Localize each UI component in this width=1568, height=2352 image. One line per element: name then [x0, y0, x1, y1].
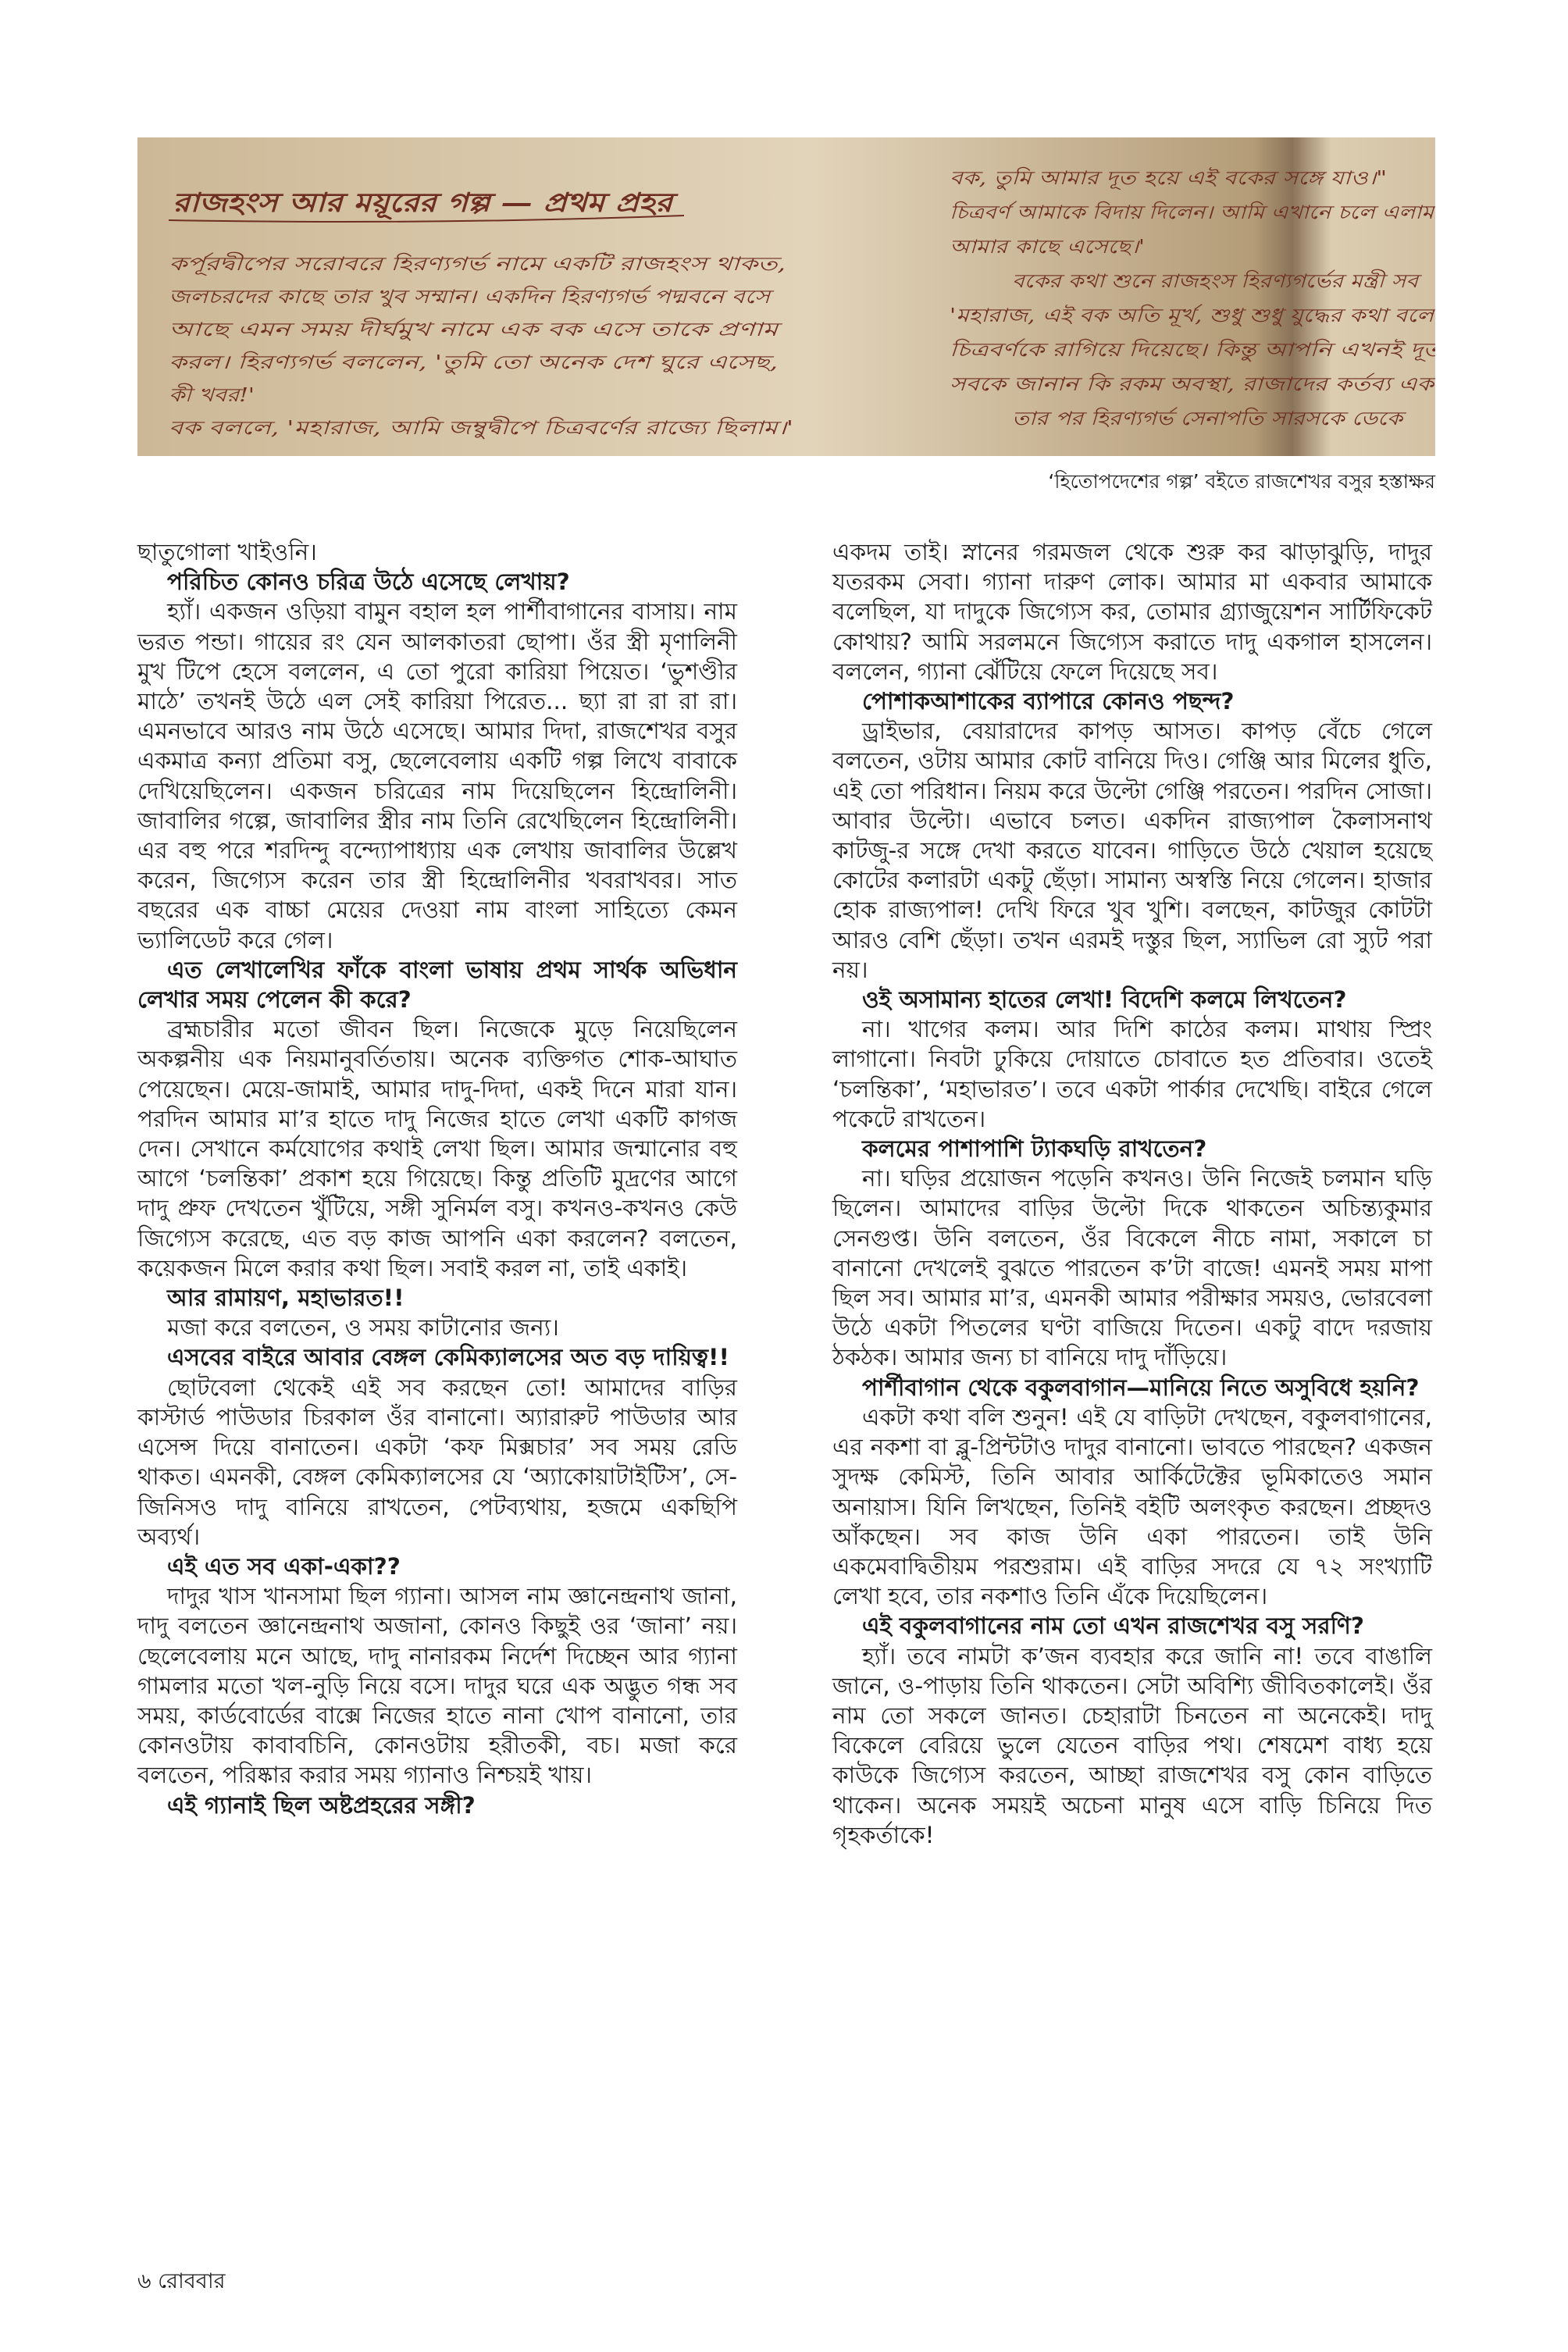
interview-answer: না। খাগের কলম। আর দিশি কাঠের কলম। মাথায় স্প্রিং লাগানো। নিবটা ঢুকিয়ে দোয়াতে চোবাতে হত প্রতিবার। ওতেই ‘চলন্তিকা’, ‘মহাভারত’। তবে একটা পার্কার দেখেছি। বাইরে গেলে পকেটে রাখতেন।	[832, 1016, 1432, 1132]
interview-question: পার্শীবাগান থেকে বকুলবাগান—মানিয়ে নিতে অসুবিধে হয়নি?	[862, 1374, 1420, 1401]
interview-answer: ড্রাইভার, বেয়ারাদের কাপড় আসত। কাপড় বেঁচে গেলে বলতেন, ওটায় আমার কোট বানিয়ে দিও। গেঞ্জি আর মিলের ধুতি, এই তো পরিধান। নিয়ম করে উল্টো গেঞ্জি পরতেন। পরদিন সোজা। আবার উল্টো। এভাবে চলত। একদিন রাজ্যপাল কৈলাসনাথ কাটজু-র সঙ্গে দেখা করতে যাবেন। গাড়িতে উঠে খেয়াল হয়েছে কোটের কলারটা একটু ছেঁড়া। সামান্য অস্বস্তি নিয়ে গেলেন। হাজার হোক রাজ্যপাল! দেখি ফিরে খুব খুশি। বলছেন, কাটজুর কোটটা আরও বেশি ছেঁড়া। তখন এরমই দস্তুর ছিল, স্যাভিল রো স্যুট পরা নয়।	[832, 718, 1432, 983]
interview-question: পোশাকআশাকের ব্যাপারে কোনও পছন্দ?	[862, 688, 1235, 715]
left-column	[137, 537, 737, 1820]
manuscript-line: বকের কথা শুনে রাজহংস হিরণ্যগর্ভের মন্ত্রী সব	[1012, 270, 1356, 292]
manuscript-line: তার পর হিরণ্যগর্ভ সেনাপতি সারসকে ডেকে	[1012, 408, 1335, 429]
manuscript-line: বক বললে, 'মহারাজ, আমি জম্বুদ্বীপে চিত্রবর্ণের রাজ্যে ছিলাম।'	[169, 417, 630, 439]
photo-caption: ‘হিতোপদেশের গল্প’ বইতে রাজশেখর বসুর হস্তাক্ষর	[1048, 470, 1435, 493]
interview-answer: একটা কথা বলি শুনুন! এই যে বাড়িটা দেখছেন, বকুলবাগানের, এর নকশা বা ব্লু-প্রিন্টটাও দাদুর বানানো। ভাবতে পারছেন? একজন সুদক্ষ কেমিস্ট, তিনি আবার আর্কিটেক্টের ভূমিকাতেও সমান অনায়াস। যিনি লিখছেন, তিনিই বইটি অলংকৃত করছেন। প্রচ্ছদও আঁকছেন। সব কাজ উনি একা পারতেন। তাই উনি একমেবাদ্বিতীয়ম পরশুরাম। এই বাড়ির সদরে যে ৭২ সংখ্যাটি লেখা হবে, তার নকশাও তিনি এঁকে দিয়েছিলেন।	[832, 1403, 1432, 1610]
interview-question: পরিচিত কোনও চরিত্র উঠে এসেছে লেখায়?	[167, 568, 570, 596]
interview-answer: হ্যাঁ। তবে নামটা ক’জন ব্যবহার করে জানি না! তবে বাঙালি জানে, ও-পাড়ায় তিনি থাকতেন। সেটা অবিশ্যি জীবিতকালেই। ওঁর নাম তো সকলে জানত। চেহারাটা চিনতেন না অনেকেই। দাদু বিকেলে বেরিয়ে ভুলে যেতেন বাড়ির পথ। শেষমেশ বাধ্য হয়ে কাউকে জিগ্যেস করতেন, আচ্ছা রাজশেখর বসু কোন বাড়িতে থাকেন। অনেক সময়ই অচেনা মানুষ এসে বাড়ি চিনিয়ে দিত গৃহকর্তাকে!	[832, 1642, 1432, 1848]
manuscript-line: আমার কাছে এসেছে।'	[950, 236, 1145, 258]
manuscript-line: আছে এমন সময় দীর্ঘমুখ নামে এক বক এসে তাকে প্রণাম	[169, 319, 583, 340]
manuscript-line: জলচরদের কাছে তার খুব সম্মান। একদিন হিরণ্যগর্ভ পদ্মবনে বসে	[169, 286, 643, 308]
manuscript-line: সবকে জানান কি রকম অবস্থা, রাজাদের কর্তব্য এক	[950, 373, 1324, 395]
interview-question: এই এত সব একা-একা??	[167, 1552, 401, 1580]
interview-answer: না। ঘড়ির প্রয়োজন পড়েনি কখনও। উনি নিজেই চলমান ঘড়ি ছিলেন। আমাদের বাড়ির উল্টো দিকে থাকতেন অচিন্ত্যকুমার সেনগুপ্ত। উনি বলতেন, ওঁর বিকেলে নীচে নামা, সকালে চা বানানো দেখলেই বুঝতে পারতেন ক’টা বাজে! এমনই সময় মাপা ছিল সব। আমার মা’র, এমনকী আমার পরীক্ষার সময়ও, ভোরবেলা উঠে একটা পিতলের ঘণ্টা বাজিয়ে দিতেন। একটু বাদে দরজায় ঠকঠক। আমার জন্য চা বানিয়ে দাদু দাঁড়িয়ে।	[832, 1165, 1432, 1371]
manuscript-line: চিত্রবর্ণকে রাগিয়ে দিয়েছে। কিন্তু আপনি এখনই দূত	[950, 339, 1323, 361]
manuscript-line: কী খবর!'	[169, 384, 239, 406]
interview-question: কলমের পাশাপাশি ট্যাকঘড়ি রাখতেন?	[862, 1135, 1207, 1163]
interview-question: আর রামায়ণ, মহাভারত!!	[167, 1285, 404, 1312]
interview-answer: ছোটবেলা থেকেই এই সব করছেন তো! আমাদের বাড়ির কাস্টার্ড পাউডার চিরকাল ওঁর বানানো। অ্যারারুট পাউডার আর এসেন্স দিয়ে বানাতেন। একটা ‘কফ মিক্সচার’ সব সময় রেডি থাকত। এমনকী, বেঙ্গল কেমিক্যালসের যে ‘অ্যাকোয়াটাইটিস’, সে-জিনিসও দাদু বানিয়ে রাখতেন, পেটব্যথায়, হজমে একছিপি অব্যর্থ।	[137, 1374, 738, 1550]
interview-answer: ব্রহ্মচারীর মতো জীবন ছিল। নিজেকে মুড়ে নিয়েছিলেন অকল্পনীয় এক নিয়মানুবর্তিতায়। অনেক ব্যক্তিগত শোক-আঘাত পেয়েছেন। মেয়ে-জামাই, আমার দাদু-দিদা, একই দিনে মারা যান। পরদিন আমার মা’র হাতে দাদু নিজের হাতে লেখা একটি কাগজ দেন। সেখানে কর্মযোগের কথাই লেখা ছিল। আমার জন্মানোর বহু আগে ‘চলন্তিকা’ প্রকাশ হয়ে গিয়েছে। কিন্তু প্রতিটি মুদ্রণের আগে দাদু প্রুফ দেখতেন খুঁটিয়ে, সঙ্গী সুনির্মল বসু। কখনও-কখনও কেউ জিগ্যেস করেছে, এত বড় কাজ আপনি একা করলেন? বলতেন, কয়েকজন মিলে করার কথা ছিল। সবাই করল না, তাই একাই।	[137, 1016, 737, 1281]
interview-question: ওই অসামান্য হাতের লেখা! বিদেশি কলমে লিখতেন?	[862, 986, 1347, 1014]
manuscript-line: 'মহারাজ, এই বক অতি মূর্খ, শুধু শুধু যুদ্ধের কথা বলে	[950, 305, 1343, 326]
page-footer: ৬ রোববার	[137, 2269, 226, 2293]
manuscript-image	[137, 137, 1435, 456]
manuscript-photo	[137, 137, 1435, 456]
interview-question: এই বকুলবাগানের নাম তো এখন রাজশেখর বসু সরণি?	[862, 1613, 1364, 1640]
manuscript-line: বক, তুমি আমার দূত হয়ে এই বকের সঙ্গে যাও।"	[950, 167, 1300, 189]
right-column	[832, 537, 1432, 1850]
interview-answer: দাদুর খাস খানসামা ছিল গ্যানা। আসল নাম জ্ঞানেন্দ্রনাথ জানা, দাদু বলতেন জ্ঞানেন্দ্রনাথ অজানা, কোনও কিছুই ওর ‘জানা’ নয়। ছেলেবেলায় মনে আছে, দাদু নানারকম নির্দেশ দিচ্ছেন আর গ্যানা গামলার মতো খল-নুড়ি নিয়ে বসে। দাদুর ঘরে এক অদ্ভুত গন্ধ সব সময়, কার্ডবোর্ডের বাক্সে নিজের হাতে নানা খোপ বানানো, তার কোনওটায় কাবাবচিনি, কোনওটায় হরীতকী, বচ। মজা করে বলতেন, পরিষ্কার করার সময় গ্যানাও নিশ্চয়ই খায়।	[137, 1583, 737, 1789]
interview-answer: ছাতুগোলা খাইওনি।	[137, 539, 317, 565]
manuscript-line: করল। হিরণ্যগর্ভ বললেন, 'তুমি তো অনেক দেশ ঘুরে এসেছ,	[169, 351, 612, 373]
interview-answer: মজা করে বলতেন, ও সময় কাটানোর জন্য।	[167, 1314, 559, 1342]
interview-question: এই গ্যানাই ছিল অষ্টপ্রহরের সঙ্গী?	[167, 1791, 476, 1819]
manuscript-line: চিত্রবর্ণ আমাকে বিদায় দিলেন। আমি এখানে চলে এলাম	[950, 201, 1362, 223]
manuscript-line: কর্পূরদ্বীপের সরোবরে হিরণ্যগর্ভ নামে একটি রাজহংস থাকত,	[169, 253, 611, 275]
manuscript-heading: রাজহংস আর ময়ূরের গল্প — প্রথম প্রহর	[173, 187, 597, 219]
interview-answer: হ্যাঁ। একজন ওড়িয়া বামুন বহাল হল পার্শীবাগানের বাসায়। নাম ভরত পন্ডা। গায়ের রং যেন আলকাতরা ছোপা। ওঁর স্ত্রী মৃণালিনী মুখ টিপে হেসে বললেন, এ তো পুরো কারিয়া পিয়েত। ‘ভুশণ্ডীর মাঠে’ তখনই উঠে এল সেই কারিয়া পিরেত... ছ্যা রা রা রা রা। এমনভাবে আরও নাম উঠে এসেছে। আমার দিদা, রাজশেখর বসুর একমাত্র কন্যা প্রতিমা বসু, ছেলেবেলায় একটি গল্প লিখে বাবাকে দেখিয়েছিলেন। একজন চরিত্রের নাম দিয়েছিলেন হিন্দ্রোলিনী। জাবালির গল্পে, জাবালির স্ত্রীর নাম তিনি রেখেছিলেন হিন্দ্রোলিনী। এর বহু পরে শরদিন্দু বন্দ্যোপাধ্যায় এক লেখায় জাবালির উল্লেখ করেন, জিগ্যেস করেন তার স্ত্রী হিন্দ্রোলিনীর খবরাখবর। সাত বছরের এক বাচ্চা মেয়ের দেওয়া নাম বাংলা সাহিত্যে কেমন ভ্যালিডেট করে গেল।	[137, 598, 737, 953]
interview-answer: একদম তাই। স্নানের গরমজল থেকে শুরু কর ঝাড়াঝুড়ি, দাদুর যতরকম সেবা। গ্যানা দারুণ লোক। আমার মা একবার আমাকে বলেছিল, যা দাদুকে জিগ্যেস কর, তোমার গ্র্যাজুয়েশন সার্টিফিকেট কোথায়? আমি সরলমনে জিগ্যেস করাতে দাদু একগাল হাসলেন। বললেন, গ্যানা ঝেঁটিয়ে ফেলে দিয়েছে সব।	[832, 539, 1432, 685]
interview-question: এত লেখালেখির ফাঁকে বাংলা ভাষায় প্রথম সার্থক অভিধান লেখার সময় পেলেন কী করে?	[137, 956, 737, 1014]
interview-question: এসবের বাইরে আবার বেঙ্গল কেমিক্যালসের অত বড় দায়িত্ব!!	[167, 1344, 729, 1371]
